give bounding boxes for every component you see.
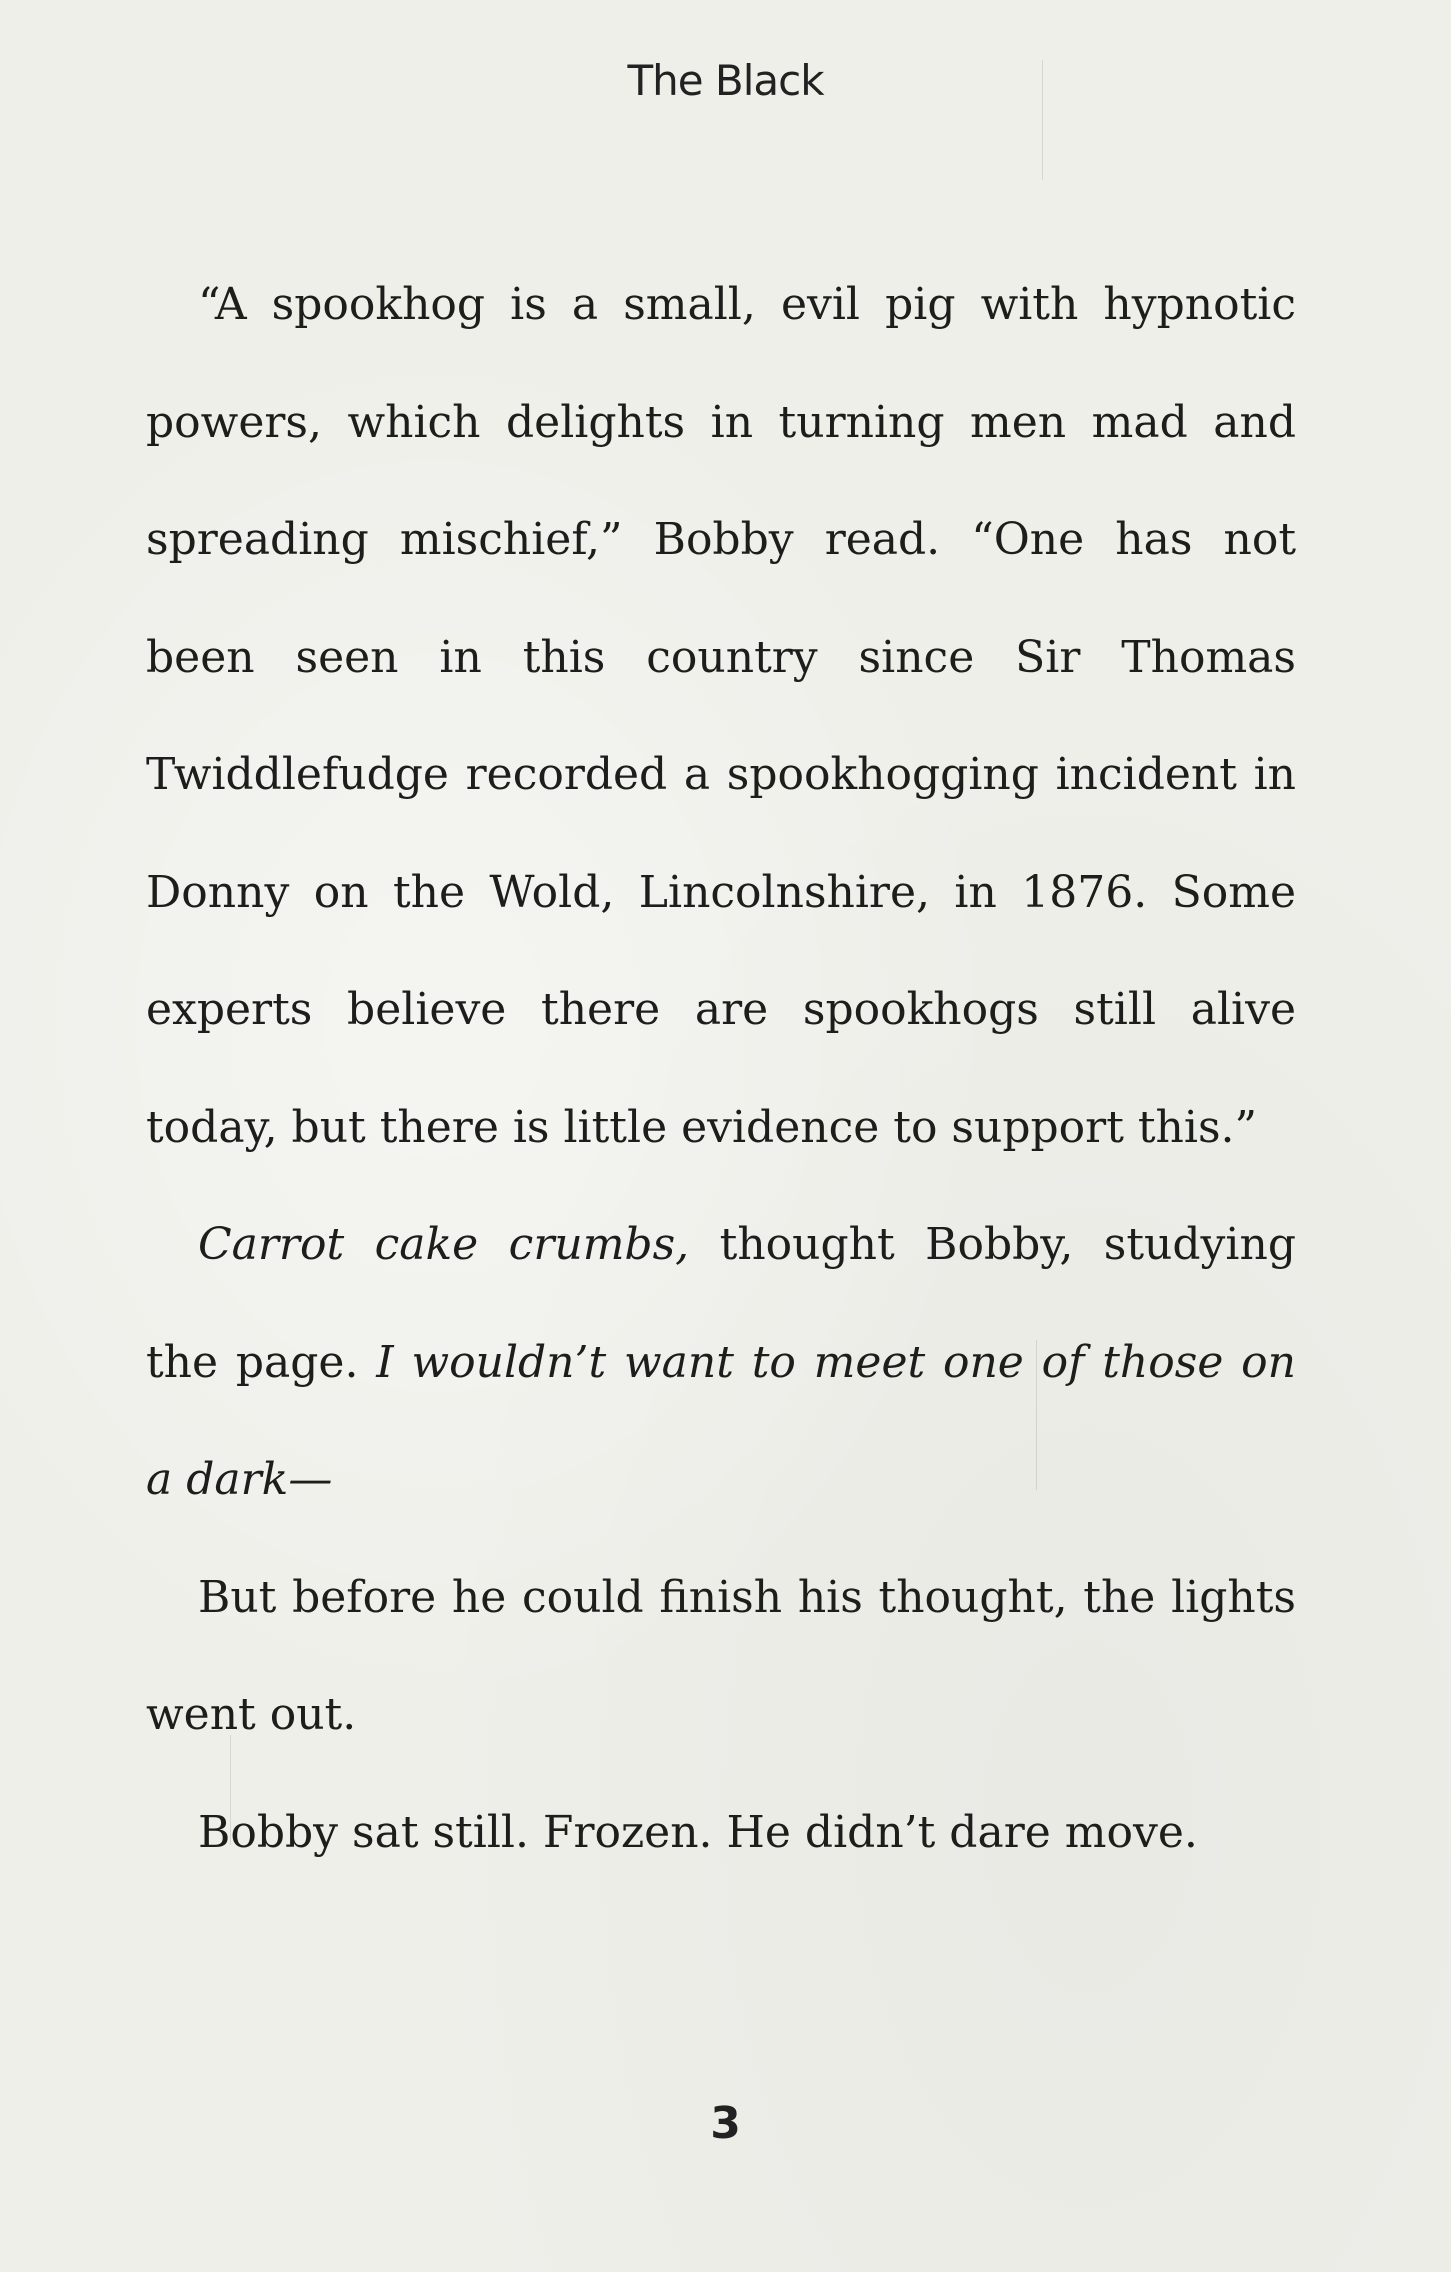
narration-text: thought Bobby, studying the page. (146, 1219, 1296, 1388)
paragraph-lights-out: But before he could finish his thought, the lights went out. (146, 1571, 1296, 1740)
page-number: 3 (710, 2098, 741, 2149)
italic-thought-2: I wouldn’t want to meet one of those on a dark— (146, 1336, 1296, 1505)
paragraph-bobby-frozen: Bobby sat still. Frozen. He didn’t dare move. (198, 1806, 1198, 1858)
paragraph-bobby-thought (146, 1186, 1296, 1539)
italic-thought-1: Carrot cake crumbs, (198, 1219, 690, 1270)
paragraph-spookhog-definition: “A spookhog is a small, evil pig with hypnotic powers, which delights in turning men mad and spreading mischief,” Bobby read. “One has not been seen in this country since Sir Thomas Twiddlefudge recorded a spookhogging incident in Donny on the Wold, Lincolnshire, in 1876. Some experts believe there are spookhogs still alive today, but there is little evidence to support this.” (146, 279, 1296, 1153)
running-head: The Black (627, 56, 824, 105)
body-text (146, 246, 1296, 1891)
